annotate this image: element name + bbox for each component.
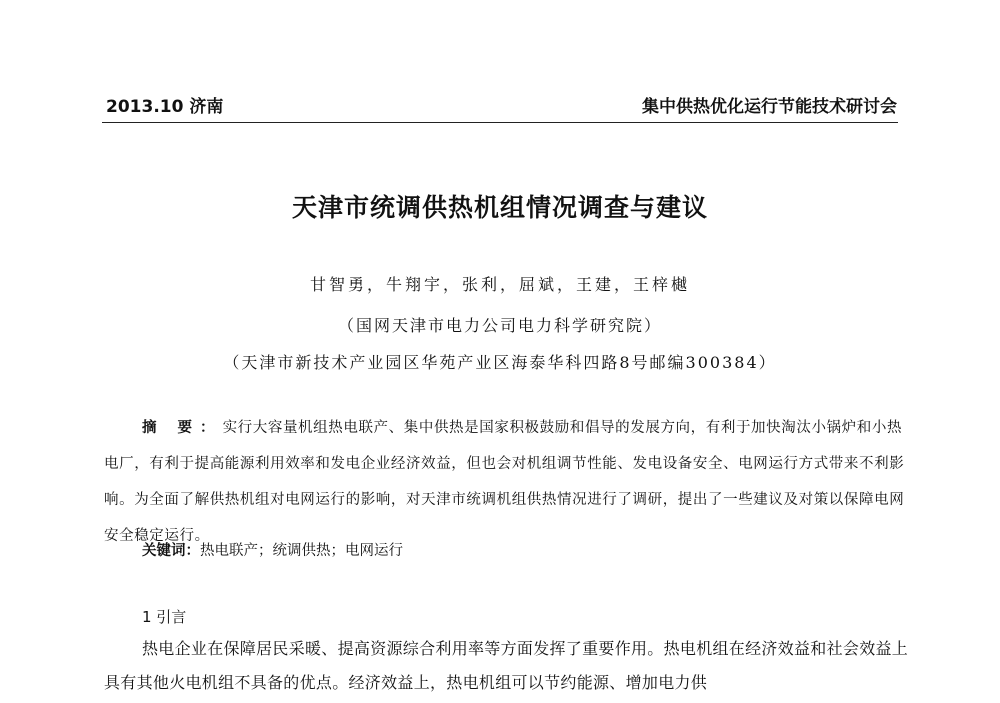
abstract-label: 摘 要： [142,420,223,436]
keywords-text: 热电联产；统调供热；电网运行 [200,543,403,559]
section-heading: 1 引言 [142,608,187,626]
paper-title: 天津市统调供热机组情况调查与建议 [291,193,708,222]
keywords-label: 关键词： [142,543,200,559]
abstract-text: 实行大容量机组热电联产、集中供热是国家积极鼓励和倡导的发展方向，有利于加快淘汰小锅炉和小热电厂，有利于提高能源利用效率和发电企业经济效益，但也会对机组调节性能、发电设备安全、电网运行方式带来不利影响。为全面了解供热机组对电网运行的影响，对天津市统调机组供热情况进行了调研，提出了一些建议及对策以保障电网安全稳定运行。 [104,420,905,544]
affiliation: （国网天津市电力公司电力科学研究院） [337,316,662,335]
running-header-conference: 集中供热优化运行节能技术研讨会 [642,97,897,117]
author-list: 甘智勇，牛翔宇，张利，屈斌，王建，王梓樾 [309,275,690,294]
address: （天津市新技术产业园区华苑产业区海泰华科四路8号邮编300384） [223,353,777,372]
keywords [142,539,403,560]
header-rule [102,122,898,123]
abstract [104,410,910,554]
section-body-text: 热电企业在保障居民采暖、提高资源综合利用率等方面发挥了重要作用。热电机组在经济效益和社会效益上具有其他火电机组不具备的优点。经济效益上，热电机组可以节约能源、增加电力供 [104,639,909,692]
running-header-date-location: 2013.10 济南 [106,97,224,117]
